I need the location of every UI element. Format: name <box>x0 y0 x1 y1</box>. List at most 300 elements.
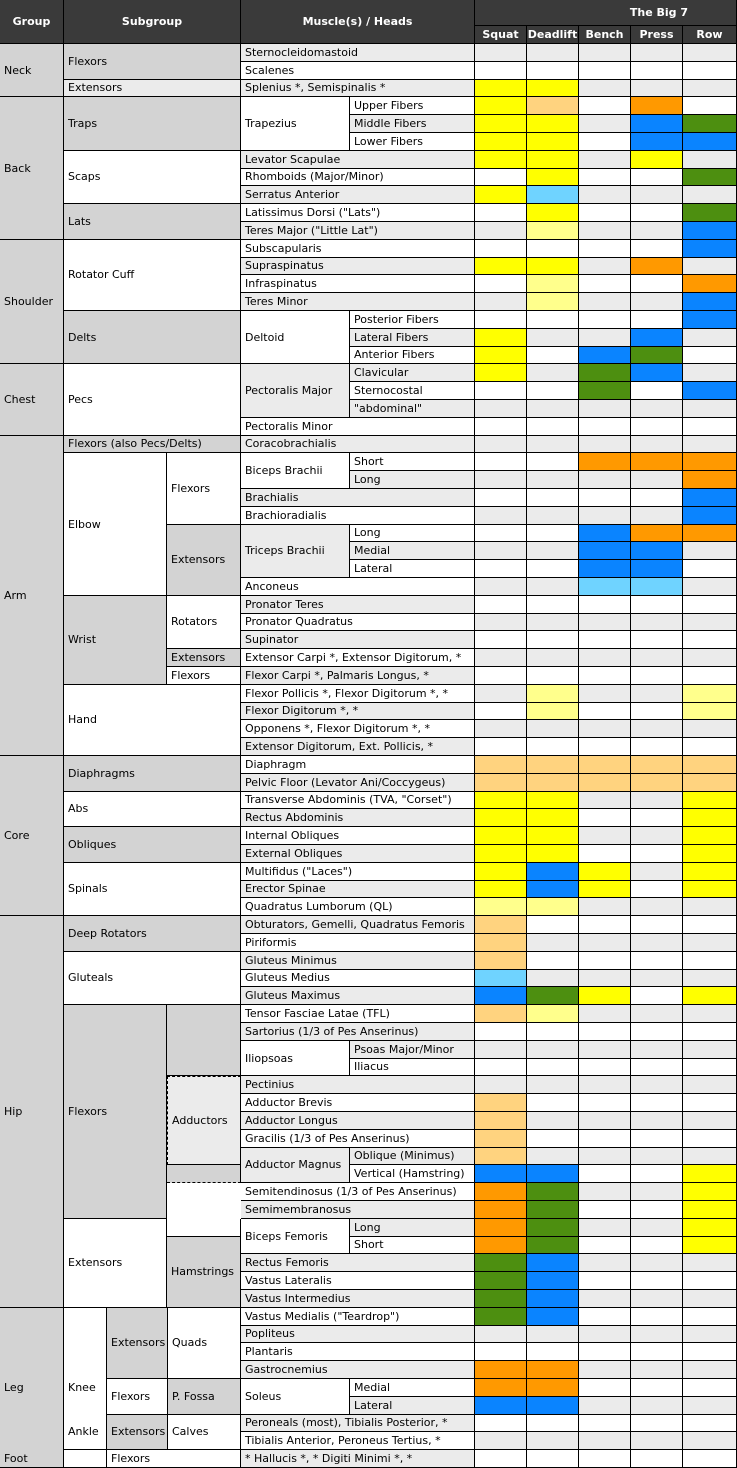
involvement-cell <box>683 525 737 543</box>
involvement-cell <box>527 685 579 703</box>
muscle-cell: Adductor Longus <box>241 1112 475 1130</box>
involvement-cell <box>527 169 579 187</box>
involvement-cell <box>527 1308 579 1326</box>
muscle-cell: Levator Scapulae <box>241 151 475 169</box>
muscle-cell: * Hallucis *, * Digiti Minimi *, * <box>241 1450 475 1468</box>
involvement-cell <box>527 1237 579 1255</box>
involvement-cell <box>683 1397 737 1415</box>
muscle-cell: Subscapularis <box>241 240 475 258</box>
involvement-cell <box>527 115 579 133</box>
involvement-cell <box>579 62 631 80</box>
head-cell: Upper Fibers <box>350 97 475 115</box>
subgroup-cell: Flexors <box>64 44 241 80</box>
involvement-cell <box>683 1023 737 1041</box>
involvement-cell <box>527 347 579 365</box>
involvement-cell <box>579 542 631 560</box>
subgroup-cell: Rotator Cuff <box>64 240 241 311</box>
involvement-cell <box>579 133 631 151</box>
involvement-cell <box>527 934 579 952</box>
involvement-cell <box>631 898 683 916</box>
muscle-cell: Anconeus <box>241 578 475 596</box>
involvement-cell <box>475 631 527 649</box>
muscle-cell: Vastus Intermedius <box>241 1290 475 1308</box>
involvement-cell <box>527 1272 579 1290</box>
muscle-cell: Flexor Pollicis *, Flexor Digitorum *, * <box>241 685 475 703</box>
involvement-cell <box>527 293 579 311</box>
involvement-cell <box>475 685 527 703</box>
involvement-cell <box>631 756 683 774</box>
head-cell: Long <box>350 1219 475 1237</box>
involvement-cell <box>579 578 631 596</box>
involvement-cell <box>579 1112 631 1130</box>
group-cell: Foot <box>0 1450 64 1468</box>
involvement-cell <box>631 1326 683 1344</box>
muscle-cell: Biceps Femoris <box>241 1219 350 1255</box>
subgroup-cell: Rotators <box>167 596 241 649</box>
involvement-cell <box>631 1059 683 1077</box>
involvement-cell <box>579 596 631 614</box>
involvement-cell <box>475 863 527 881</box>
involvement-cell <box>527 1059 579 1077</box>
involvement-cell <box>475 1326 527 1344</box>
involvement-cell <box>683 916 737 934</box>
involvement-cell <box>683 614 737 632</box>
involvement-cell <box>475 400 527 418</box>
subgroup-cell: Extensors <box>107 1308 168 1379</box>
involvement-cell <box>475 258 527 276</box>
muscle-cell: Piriformis <box>241 934 475 952</box>
involvement-cell <box>631 845 683 863</box>
involvement-cell <box>579 115 631 133</box>
involvement-cell <box>631 80 683 98</box>
subgroup-cell: Flexors (also Pecs/Delts) <box>64 436 241 454</box>
involvement-cell <box>475 347 527 365</box>
involvement-cell <box>475 1005 527 1023</box>
involvement-cell <box>631 987 683 1005</box>
involvement-cell <box>631 275 683 293</box>
involvement-cell <box>683 756 737 774</box>
involvement-cell <box>631 1130 683 1148</box>
muscle-cell: Coracobrachialis <box>241 436 475 454</box>
involvement-cell <box>527 827 579 845</box>
involvement-cell <box>527 1165 579 1183</box>
head-cell: Short <box>350 1237 475 1255</box>
involvement-cell <box>475 596 527 614</box>
involvement-cell <box>579 453 631 471</box>
involvement-cell <box>475 1219 527 1237</box>
involvement-cell <box>683 596 737 614</box>
involvement-cell <box>631 970 683 988</box>
involvement-cell <box>631 1005 683 1023</box>
head-cell: Lateral Fibers <box>350 329 475 347</box>
involvement-cell <box>683 774 737 792</box>
involvement-cell <box>631 774 683 792</box>
involvement-cell <box>631 382 683 400</box>
involvement-cell <box>527 703 579 721</box>
involvement-cell <box>631 1432 683 1450</box>
involvement-cell <box>683 1219 737 1237</box>
muscle-cell: Teres Minor <box>241 293 475 311</box>
involvement-cell <box>527 987 579 1005</box>
involvement-cell <box>683 952 737 970</box>
involvement-cell <box>683 382 737 400</box>
involvement-cell <box>475 1201 527 1219</box>
involvement-cell <box>683 1432 737 1450</box>
involvement-cell <box>579 827 631 845</box>
subgroup-cell: Deep Rotators <box>64 916 241 952</box>
involvement-cell <box>683 1201 737 1219</box>
group-cell: Back <box>0 97 64 239</box>
subgroup-cell: Elbow <box>64 453 167 595</box>
involvement-cell <box>579 347 631 365</box>
involvement-cell <box>631 542 683 560</box>
involvement-cell <box>527 471 579 489</box>
involvement-cell <box>631 471 683 489</box>
involvement-cell <box>475 115 527 133</box>
involvement-cell <box>631 1397 683 1415</box>
group-cell: Core <box>0 756 64 916</box>
involvement-cell <box>683 44 737 62</box>
involvement-cell <box>631 1290 683 1308</box>
involvement-cell <box>527 436 579 454</box>
muscle-cell: Brachialis <box>241 489 475 507</box>
involvement-cell <box>475 1148 527 1166</box>
group-cell: Shoulder <box>0 240 64 365</box>
involvement-cell <box>527 311 579 329</box>
header-exercise: Deadlift <box>527 26 579 44</box>
muscle-cell: Gastrocnemius <box>241 1361 475 1379</box>
involvement-cell <box>475 916 527 934</box>
involvement-cell <box>475 525 527 543</box>
involvement-cell <box>527 275 579 293</box>
involvement-cell <box>527 792 579 810</box>
involvement-cell <box>683 1005 737 1023</box>
involvement-cell <box>475 222 527 240</box>
involvement-cell <box>527 1290 579 1308</box>
involvement-cell <box>631 1112 683 1130</box>
involvement-cell <box>683 667 737 685</box>
involvement-cell <box>683 898 737 916</box>
group-cell: Leg <box>0 1308 64 1468</box>
involvement-cell <box>579 881 631 899</box>
involvement-cell <box>631 186 683 204</box>
involvement-cell <box>579 80 631 98</box>
involvement-cell <box>475 1076 527 1094</box>
involvement-cell <box>475 293 527 311</box>
involvement-cell <box>475 792 527 810</box>
muscle-cell: Gluteus Medius <box>241 970 475 988</box>
involvement-cell <box>527 382 579 400</box>
subgroup-cell: Spinals <box>64 863 241 916</box>
involvement-cell <box>475 898 527 916</box>
head-cell: Iliacus <box>350 1059 475 1077</box>
involvement-cell <box>579 1201 631 1219</box>
involvement-cell <box>527 1183 579 1201</box>
involvement-cell <box>631 1183 683 1201</box>
involvement-cell <box>475 1112 527 1130</box>
involvement-cell <box>631 507 683 525</box>
involvement-cell <box>579 507 631 525</box>
muscle-cell: Flexor Digitorum *, * <box>241 703 475 721</box>
involvement-cell <box>579 1219 631 1237</box>
involvement-cell <box>631 578 683 596</box>
involvement-cell <box>683 738 737 756</box>
involvement-cell <box>579 525 631 543</box>
muscle-cell: Gluteus Maximus <box>241 987 475 1005</box>
involvement-cell <box>579 471 631 489</box>
muscle-cell: Triceps Brachii <box>241 525 350 578</box>
involvement-cell <box>579 1094 631 1112</box>
involvement-cell <box>631 258 683 276</box>
involvement-cell <box>579 809 631 827</box>
muscle-cell: Teres Major ("Little Lat") <box>241 222 475 240</box>
muscle-cell: Pronator Teres <box>241 596 475 614</box>
muscle-cell: Peroneals (most), Tibialis Posterior, * <box>241 1415 475 1433</box>
involvement-cell <box>579 934 631 952</box>
involvement-cell <box>631 525 683 543</box>
involvement-cell <box>475 133 527 151</box>
head-cell: Posterior Fibers <box>350 311 475 329</box>
muscle-cell: Latissimus Dorsi ("Lats") <box>241 204 475 222</box>
involvement-cell <box>475 1254 527 1272</box>
involvement-cell <box>631 115 683 133</box>
involvement-cell <box>579 987 631 1005</box>
involvement-cell <box>683 240 737 258</box>
involvement-cell <box>579 222 631 240</box>
involvement-cell <box>683 970 737 988</box>
muscle-cell: Rectus Abdominis <box>241 809 475 827</box>
involvement-cell <box>475 1094 527 1112</box>
involvement-cell <box>475 1272 527 1290</box>
involvement-cell <box>683 186 737 204</box>
involvement-cell <box>527 418 579 436</box>
subgroup-cell: Hand <box>64 685 241 756</box>
muscle-cell: Infraspinatus <box>241 275 475 293</box>
involvement-cell <box>527 952 579 970</box>
subgroup-cell: Calves <box>168 1415 241 1451</box>
muscle-cell: Extensor Digitorum, Ext. Pollicis, * <box>241 738 475 756</box>
header-muscles: Muscle(s) / Heads <box>241 0 475 44</box>
involvement-cell <box>579 1041 631 1059</box>
muscle-cell: Sternocleidomastoid <box>241 44 475 62</box>
head-cell: Middle Fibers <box>350 115 475 133</box>
involvement-cell <box>683 1130 737 1148</box>
involvement-cell <box>579 436 631 454</box>
head-cell: Lateral <box>350 1397 475 1415</box>
muscle-cell: Soleus <box>241 1379 350 1415</box>
involvement-cell <box>579 418 631 436</box>
involvement-cell <box>475 275 527 293</box>
involvement-cell <box>631 685 683 703</box>
muscle-cell: Semitendinosus (1/3 of Pes Anserinus) <box>241 1183 475 1201</box>
muscle-cell: Quadratus Lumborum (QL) <box>241 898 475 916</box>
involvement-cell <box>683 542 737 560</box>
head-cell: Sternocostal <box>350 382 475 400</box>
subgroup-cell: Extensors <box>64 80 241 98</box>
involvement-cell <box>527 667 579 685</box>
involvement-cell <box>579 1005 631 1023</box>
muscle-cell: Pelvic Floor (Levator Ani/Coccygeus) <box>241 774 475 792</box>
involvement-cell <box>683 364 737 382</box>
involvement-cell <box>475 1308 527 1326</box>
involvement-cell <box>579 898 631 916</box>
involvement-cell <box>527 1379 579 1397</box>
muscle-cell: Serratus Anterior <box>241 186 475 204</box>
involvement-cell <box>683 133 737 151</box>
involvement-cell <box>475 703 527 721</box>
involvement-cell <box>475 1130 527 1148</box>
muscle-cell: External Obliques <box>241 845 475 863</box>
muscle-cell: Multifidus ("Laces") <box>241 863 475 881</box>
involvement-cell <box>475 1237 527 1255</box>
group-cell: Arm <box>0 436 64 756</box>
involvement-cell <box>579 97 631 115</box>
involvement-cell <box>527 720 579 738</box>
muscle-cell: Tensor Fasciae Latae (TFL) <box>241 1005 475 1023</box>
involvement-cell <box>475 934 527 952</box>
involvement-cell <box>579 186 631 204</box>
involvement-cell <box>683 80 737 98</box>
involvement-cell <box>631 720 683 738</box>
involvement-cell <box>579 614 631 632</box>
involvement-cell <box>475 738 527 756</box>
muscle-cell: Supinator <box>241 631 475 649</box>
header-exercise: Press <box>631 26 683 44</box>
involvement-cell <box>683 204 737 222</box>
involvement-cell <box>579 489 631 507</box>
involvement-cell <box>683 1326 737 1344</box>
muscle-cell: Diaphragm <box>241 756 475 774</box>
involvement-cell <box>683 685 737 703</box>
involvement-cell <box>527 1219 579 1237</box>
involvement-cell <box>579 792 631 810</box>
muscle-cell: Opponens *, Flexor Digitorum *, * <box>241 720 475 738</box>
involvement-cell <box>475 1379 527 1397</box>
involvement-cell <box>631 863 683 881</box>
involvement-cell <box>475 720 527 738</box>
header-subgroup: Subgroup <box>64 0 241 44</box>
involvement-cell <box>527 1343 579 1361</box>
muscle-cell: Pronator Quadratus <box>241 614 475 632</box>
involvement-cell <box>683 792 737 810</box>
involvement-cell <box>631 560 683 578</box>
head-cell: Medial <box>350 1379 475 1397</box>
involvement-cell <box>579 1254 631 1272</box>
involvement-cell <box>631 1343 683 1361</box>
involvement-cell <box>475 1059 527 1077</box>
involvement-cell <box>683 329 737 347</box>
involvement-cell <box>475 667 527 685</box>
head-cell: Short <box>350 453 475 471</box>
muscle-cell: Obturators, Gemelli, Quadratus Femoris <box>241 916 475 934</box>
involvement-cell <box>579 169 631 187</box>
involvement-cell <box>579 329 631 347</box>
involvement-cell <box>475 1415 527 1433</box>
involvement-cell <box>683 560 737 578</box>
involvement-cell <box>475 827 527 845</box>
involvement-cell <box>579 1272 631 1290</box>
involvement-cell <box>683 1076 737 1094</box>
involvement-cell <box>683 258 737 276</box>
involvement-cell <box>631 1254 683 1272</box>
involvement-cell <box>579 1343 631 1361</box>
header-exercise: Bench <box>579 26 631 44</box>
involvement-cell <box>527 881 579 899</box>
involvement-cell <box>527 809 579 827</box>
muscle-cell: Deltoid <box>241 311 350 364</box>
involvement-cell <box>631 614 683 632</box>
group-cell: Chest <box>0 364 64 435</box>
subgroup-cell: Obliques <box>64 827 241 863</box>
involvement-cell <box>631 62 683 80</box>
involvement-cell <box>475 1450 527 1468</box>
involvement-cell <box>631 169 683 187</box>
subgroup-cell: Scaps <box>64 151 241 204</box>
subgroup-cell: Abs <box>64 792 241 828</box>
subgroup-cell: Flexors <box>167 667 241 685</box>
muscle-cell: Splenius *, Semispinalis * <box>241 80 475 98</box>
involvement-cell <box>475 151 527 169</box>
subgroup-cell: Flexors <box>64 1005 167 1219</box>
involvement-cell <box>683 934 737 952</box>
involvement-cell <box>527 1432 579 1450</box>
involvement-cell <box>631 1272 683 1290</box>
involvement-cell <box>683 1094 737 1112</box>
involvement-cell <box>579 258 631 276</box>
involvement-cell <box>579 756 631 774</box>
involvement-cell <box>475 471 527 489</box>
muscle-cell: Pectoralis Minor <box>241 418 475 436</box>
involvement-cell <box>579 1308 631 1326</box>
involvement-cell <box>683 578 737 596</box>
involvement-cell <box>475 62 527 80</box>
involvement-cell <box>527 649 579 667</box>
involvement-cell <box>527 222 579 240</box>
muscle-cell: Pectoralis Major <box>241 364 350 417</box>
involvement-cell <box>579 720 631 738</box>
involvement-cell <box>579 400 631 418</box>
involvement-cell <box>527 845 579 863</box>
muscle-cell: Semimembranosus <box>241 1201 475 1219</box>
involvement-cell <box>631 400 683 418</box>
involvement-cell <box>527 44 579 62</box>
muscle-cell: Gracilis (1/3 of Pes Anserinus) <box>241 1130 475 1148</box>
subgroup-cell: Diaphragms <box>64 756 241 792</box>
involvement-cell <box>579 1397 631 1415</box>
involvement-cell <box>579 667 631 685</box>
involvement-cell <box>475 97 527 115</box>
involvement-cell <box>475 311 527 329</box>
head-cell: Oblique (Minimus) <box>350 1148 475 1166</box>
involvement-cell <box>475 560 527 578</box>
involvement-cell <box>475 507 527 525</box>
involvement-cell <box>527 489 579 507</box>
involvement-cell <box>683 827 737 845</box>
involvement-cell <box>475 1361 527 1379</box>
involvement-cell <box>527 970 579 988</box>
involvement-cell <box>475 1397 527 1415</box>
involvement-cell <box>475 952 527 970</box>
involvement-cell <box>475 329 527 347</box>
involvement-cell <box>475 186 527 204</box>
involvement-cell <box>527 186 579 204</box>
involvement-cell <box>579 382 631 400</box>
involvement-cell <box>527 1112 579 1130</box>
involvement-cell <box>683 489 737 507</box>
subgroup-cell: Lats <box>64 204 241 240</box>
involvement-cell <box>579 1379 631 1397</box>
involvement-cell <box>527 1415 579 1433</box>
